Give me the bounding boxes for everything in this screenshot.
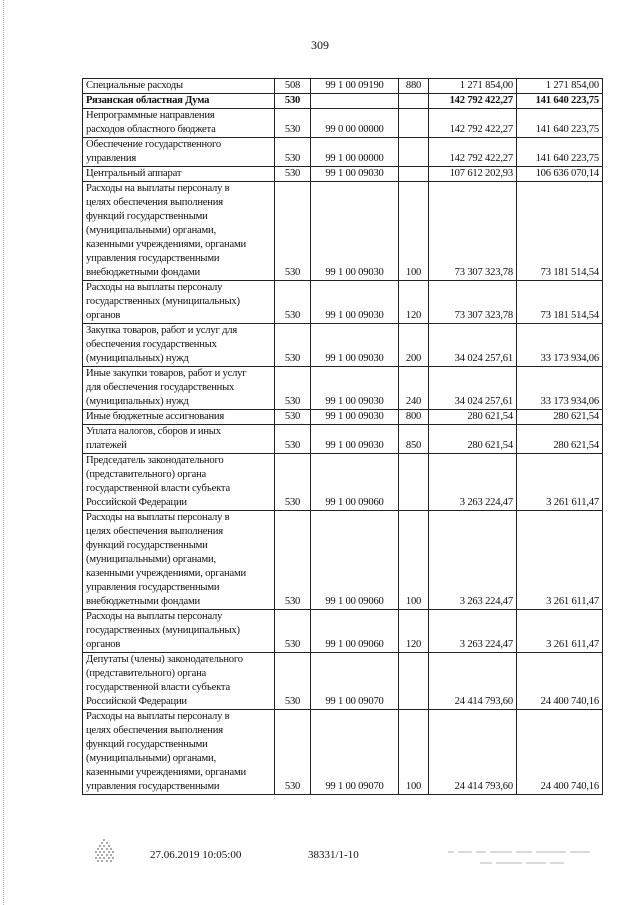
cell-target-article: 99 1 00 09030 [311, 182, 399, 281]
cell-target-article: 99 1 00 09060 [311, 610, 399, 653]
cell-target-article: 99 0 00 00000 [311, 109, 399, 138]
page-footer [0, 846, 640, 886]
cell-amount-2: 141 640 223,75 [517, 109, 603, 138]
stamp-icon [90, 838, 120, 868]
table-row [83, 109, 603, 138]
cell-expense-type [399, 653, 429, 710]
cell-name: Рязанская областная Дума [83, 94, 275, 109]
cell-target-article: 99 1 00 09030 [311, 425, 399, 454]
cell-target-article: 99 1 00 09030 [311, 167, 399, 182]
cell-name: Расходы на выплаты персоналу в целях обеспечения выполнения функций государственными (муниципальными) органами, казенными учреждениями, органами управления государственными [83, 710, 275, 795]
cell-expense-type [399, 109, 429, 138]
cell-target-article: 99 1 00 09190 [311, 79, 399, 94]
cell-target-article: 99 1 00 09030 [311, 281, 399, 324]
table-row [83, 138, 603, 167]
cell-name: Депутаты (члены) законодательного (представительного) органа государственной власти субъекта Российской Федерации [83, 653, 275, 710]
cell-amount-1: 280 621,54 [429, 425, 517, 454]
cell-amount-2: 1 271 854,00 [517, 79, 603, 94]
cell-name: Расходы на выплаты персоналу в целях обеспечения выполнения функций государственными (муниципальными) органами, казенными учреждениями, органами управления государственными внебюджетными фондами [83, 511, 275, 610]
cell-department-code: 530 [275, 511, 311, 610]
cell-name: Расходы на выплаты персоналу государственных (муниципальных) органов [83, 281, 275, 324]
cell-department-code: 530 [275, 367, 311, 410]
table-row [83, 281, 603, 324]
cell-amount-1: 3 263 224,47 [429, 511, 517, 610]
cell-target-article: 99 1 00 09030 [311, 324, 399, 367]
cell-amount-2: 24 400 740,16 [517, 653, 603, 710]
table-row [83, 710, 603, 795]
cell-expense-type: 200 [399, 324, 429, 367]
table-row [83, 167, 603, 182]
cell-department-code: 530 [275, 425, 311, 454]
cell-name: Расходы на выплаты персоналу государственных (муниципальных) органов [83, 610, 275, 653]
table-row [83, 94, 603, 109]
table-row [83, 410, 603, 425]
cell-amount-1: 34 024 257,61 [429, 324, 517, 367]
table-row [83, 425, 603, 454]
cell-amount-1: 107 612 202,93 [429, 167, 517, 182]
cell-amount-2: 73 181 514,54 [517, 182, 603, 281]
cell-department-code: 530 [275, 610, 311, 653]
cell-name: Обеспечение государственного управления [83, 138, 275, 167]
cell-amount-1: 280 621,54 [429, 410, 517, 425]
faded-watermark-text [440, 844, 600, 870]
cell-name: Закупка товаров, работ и услуг для обеспечения государственных (муниципальных) нужд [83, 324, 275, 367]
cell-expense-type: 100 [399, 710, 429, 795]
cell-expense-type: 120 [399, 281, 429, 324]
cell-department-code: 508 [275, 79, 311, 94]
cell-amount-1: 24 414 793,60 [429, 710, 517, 795]
cell-name: Центральный аппарат [83, 167, 275, 182]
cell-department-code: 530 [275, 94, 311, 109]
cell-expense-type [399, 454, 429, 511]
table-row [83, 182, 603, 281]
table-row [83, 653, 603, 710]
cell-amount-1: 3 263 224,47 [429, 610, 517, 653]
table-row [83, 610, 603, 653]
cell-amount-1: 142 792 422,27 [429, 94, 517, 109]
cell-target-article: 99 1 00 09060 [311, 511, 399, 610]
cell-amount-1: 73 307 323,78 [429, 281, 517, 324]
cell-name: Расходы на выплаты персоналу в целях обеспечения выполнения функций государственными (муниципальными) органами, казенными учреждениями, органами управления государственными внебюджетными фондами [83, 182, 275, 281]
cell-name: Председатель законодательного (представительного) органа государственной власти субъекта Российской Федерации [83, 454, 275, 511]
cell-amount-1: 142 792 422,27 [429, 138, 517, 167]
budget-table-body [83, 79, 603, 795]
cell-expense-type: 100 [399, 182, 429, 281]
cell-expense-type: 120 [399, 610, 429, 653]
table-row [83, 79, 603, 94]
cell-expense-type: 880 [399, 79, 429, 94]
cell-department-code: 530 [275, 281, 311, 324]
cell-department-code: 530 [275, 167, 311, 182]
cell-amount-2: 106 636 070,14 [517, 167, 603, 182]
cell-name: Непрограммные направления расходов областного бюджета [83, 109, 275, 138]
table-row [83, 454, 603, 511]
cell-name: Иные бюджетные ассигнования [83, 410, 275, 425]
cell-target-article: 99 1 00 09030 [311, 367, 399, 410]
cell-amount-1: 1 271 854,00 [429, 79, 517, 94]
cell-target-article [311, 94, 399, 109]
cell-department-code: 530 [275, 710, 311, 795]
cell-target-article: 99 1 00 00000 [311, 138, 399, 167]
cell-department-code: 530 [275, 138, 311, 167]
cell-amount-2: 280 621,54 [517, 425, 603, 454]
cell-amount-2: 33 173 934,06 [517, 367, 603, 410]
cell-amount-2: 24 400 740,16 [517, 710, 603, 795]
footer-datetime: 27.06.2019 10:05:00 [150, 849, 242, 861]
table-row [83, 324, 603, 367]
cell-expense-type [399, 167, 429, 182]
page-number: 309 [311, 38, 329, 52]
cell-expense-type: 800 [399, 410, 429, 425]
cell-expense-type: 100 [399, 511, 429, 610]
cell-department-code: 530 [275, 182, 311, 281]
cell-expense-type [399, 138, 429, 167]
cell-amount-1: 142 792 422,27 [429, 109, 517, 138]
cell-department-code: 530 [275, 410, 311, 425]
cell-department-code: 530 [275, 109, 311, 138]
cell-name: Специальные расходы [83, 79, 275, 94]
cell-amount-2: 33 173 934,06 [517, 324, 603, 367]
cell-amount-1: 3 263 224,47 [429, 454, 517, 511]
table-row [83, 511, 603, 610]
cell-amount-1: 24 414 793,60 [429, 653, 517, 710]
cell-expense-type: 850 [399, 425, 429, 454]
cell-name: Иные закупки товаров, работ и услуг для обеспечения государственных (муниципальных) нужд [83, 367, 275, 410]
cell-target-article: 99 1 00 09030 [311, 410, 399, 425]
budget-table [82, 78, 603, 795]
cell-expense-type: 240 [399, 367, 429, 410]
cell-amount-2: 3 261 611,47 [517, 454, 603, 511]
cell-amount-1: 73 307 323,78 [429, 182, 517, 281]
cell-amount-2: 3 261 611,47 [517, 610, 603, 653]
cell-amount-2: 141 640 223,75 [517, 138, 603, 167]
cell-name: Уплата налогов, сборов и иных платежей [83, 425, 275, 454]
cell-amount-2: 141 640 223,75 [517, 94, 603, 109]
cell-department-code: 530 [275, 653, 311, 710]
cell-amount-2: 280 621,54 [517, 410, 603, 425]
cell-department-code: 530 [275, 324, 311, 367]
table-row [83, 367, 603, 410]
page-edge-dotted-line [3, 0, 5, 905]
cell-department-code: 530 [275, 454, 311, 511]
cell-target-article: 99 1 00 09070 [311, 653, 399, 710]
footer-document-number: 38331/1-10 [308, 849, 359, 861]
cell-target-article: 99 1 00 09070 [311, 710, 399, 795]
cell-amount-1: 34 024 257,61 [429, 367, 517, 410]
cell-amount-2: 3 261 611,47 [517, 511, 603, 610]
cell-expense-type [399, 94, 429, 109]
cell-amount-2: 73 181 514,54 [517, 281, 603, 324]
cell-target-article: 99 1 00 09060 [311, 454, 399, 511]
